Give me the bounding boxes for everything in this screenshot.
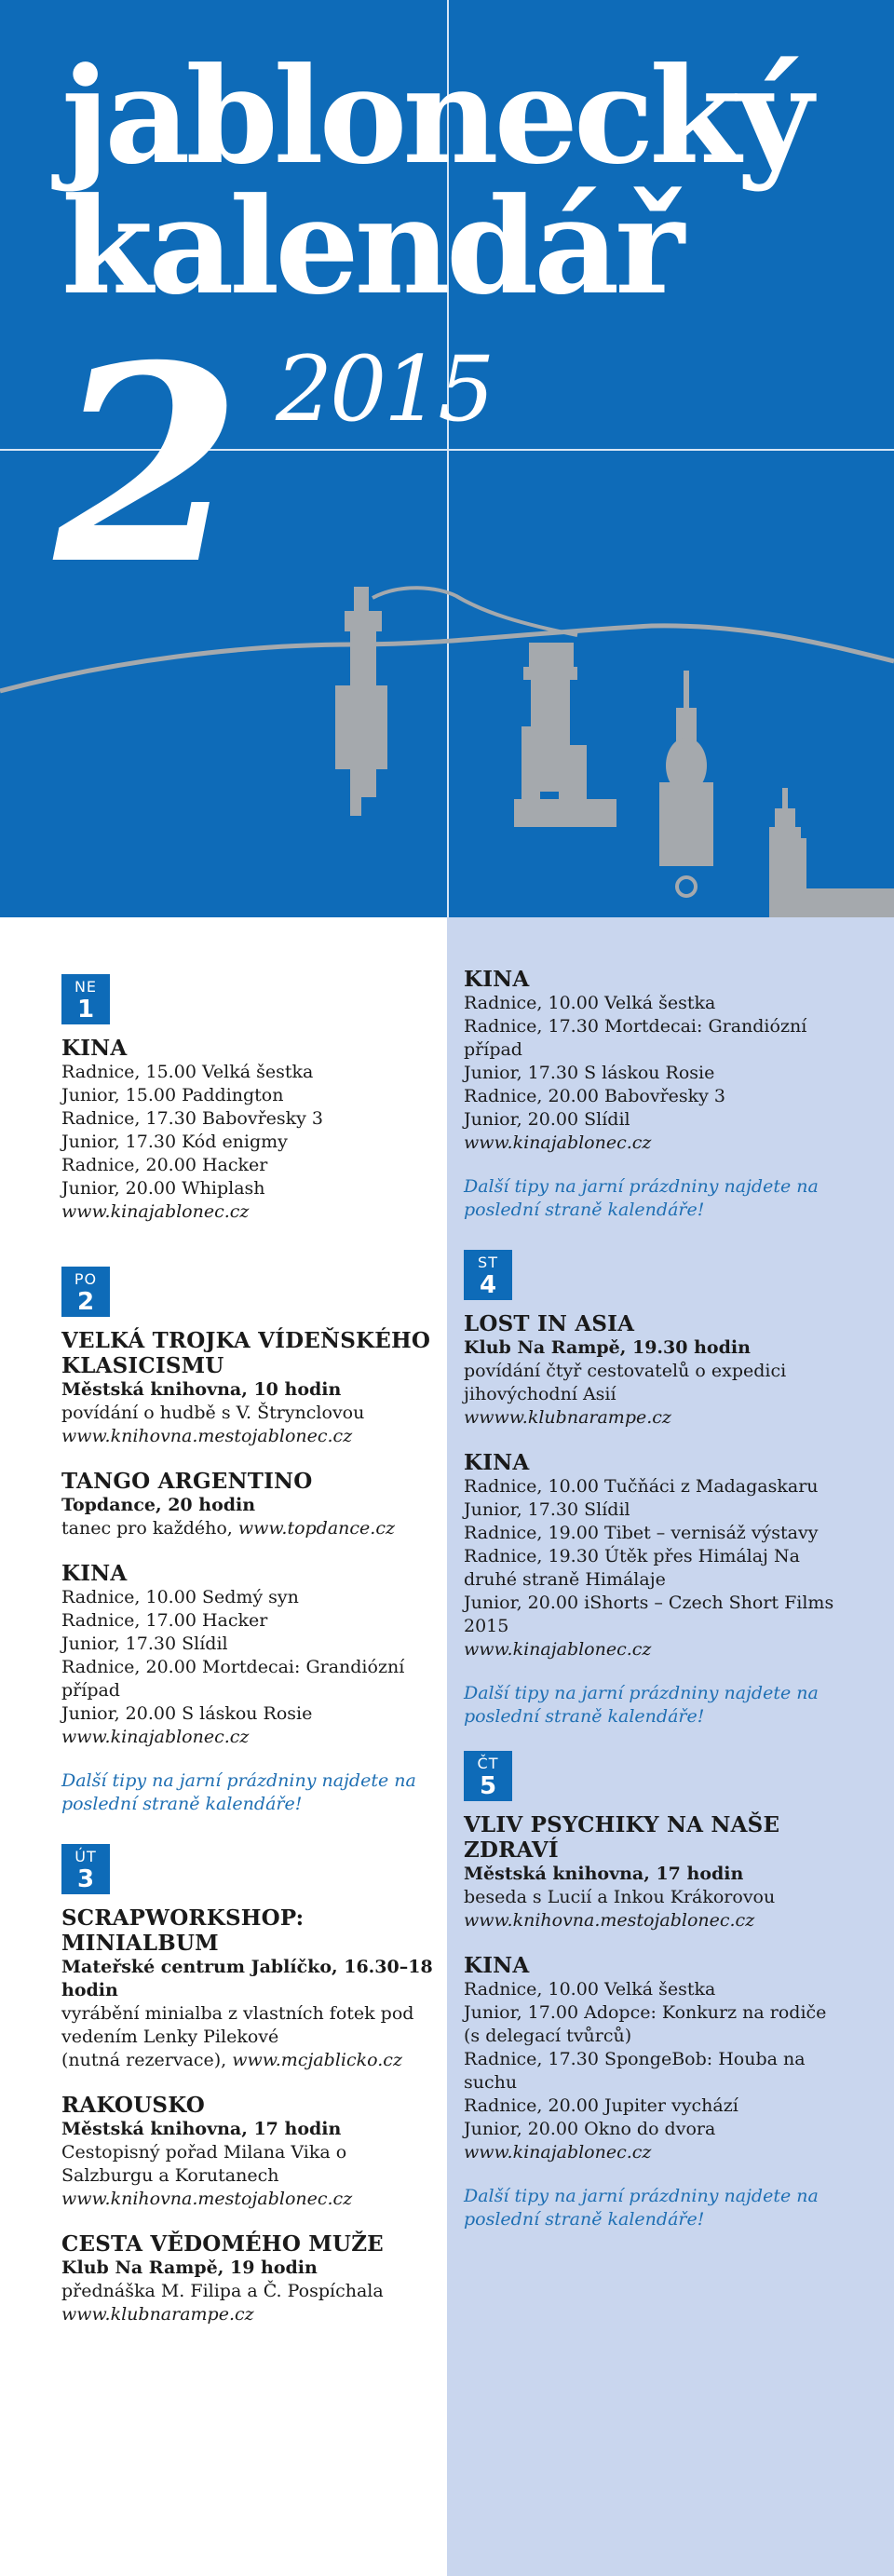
event-link[interactable]: www.knihovna.mestojablonec.cz — [61, 2189, 353, 2209]
day-number: 1 — [76, 996, 95, 1024]
event-line: Radnice, 20.00 Babovřesky 3 — [464, 1086, 726, 1106]
day-block — [61, 1267, 434, 1816]
event-link[interactable]: www.knihovna.mestojablonec.cz — [61, 1426, 353, 1446]
event — [61, 1036, 434, 1224]
event-line: Junior, 17.30 Kód enigmy — [61, 1132, 288, 1152]
event — [464, 1953, 836, 2164]
event-line: Radnice, 20.00 Hacker — [61, 1155, 268, 1175]
day-number: 5 — [479, 1772, 497, 1800]
month-number: 2 — [54, 307, 242, 624]
day-abbr: ÚT — [74, 1848, 97, 1865]
event-link[interactable]: www.mcjablicko.cz — [232, 2050, 402, 2070]
event-line: Junior, 17.30 Slídil — [464, 1499, 630, 1520]
day-block — [61, 1844, 434, 2326]
event-line: povídání o hudbě s V. Štrynclovou — [61, 1403, 365, 1423]
event-line: Radnice, 20.00 Mortdecai: Grandiózní případ — [61, 1657, 405, 1701]
holiday-tip: Další tipy na jarní prázdniny najdete na poslední straně kalendáře! — [61, 1770, 416, 1814]
event-line: Radnice, 10.00 Sedmý syn — [61, 1587, 299, 1607]
event-title: VLIV PSYCHIKY NA NAŠE ZDRAVÍ — [464, 1812, 780, 1863]
event-line: vyrábění minialba z vlastních fotek pod vedením Lenky Pilekové — [61, 2003, 414, 2047]
day-abbr: PO — [74, 1270, 98, 1288]
holiday-tip: Další tipy na jarní prázdniny najdete na poslední straně kalendáře! — [464, 1176, 819, 1220]
event-line: Junior, 20.00 iShorts – Czech Short Films 2015 — [464, 1593, 834, 1636]
event-line: Radnice, 10.00 Velká šestka — [464, 1979, 716, 2000]
event-title: KINA — [464, 967, 530, 992]
event — [61, 2093, 434, 2211]
day-abbr: ČT — [477, 1755, 499, 1772]
event-line: Junior, 20.00 S láskou Rosie — [61, 1703, 313, 1724]
day-number: 3 — [76, 1865, 95, 1893]
event-line: přednáška M. Filipa a Č. Pospíchala — [61, 2281, 384, 2301]
title-line-1: jablonecký — [61, 39, 809, 194]
event-line: Radnice, 10.00 Tučňáci z Madagaskaru — [464, 1476, 819, 1497]
event-line: Radnice, 15.00 Velká šestka — [61, 1062, 314, 1082]
event-text: (nutná rezervace), — [61, 2050, 233, 2070]
day-badge — [464, 1250, 512, 1300]
event-line: Radnice, 17.30 Babovřesky 3 — [61, 1108, 324, 1129]
event — [464, 1812, 836, 1932]
event-title: SCRAPWORKSHOP: MINIALBUM — [61, 1905, 305, 1956]
day-badge — [61, 1267, 110, 1317]
event-line: povídání čtyř cestovatelů o expedici jihovýchodní Asií — [464, 1361, 787, 1404]
event-title: KINA — [61, 1036, 128, 1061]
event-venue: Městská knihovna, 10 hodin — [61, 1379, 342, 1400]
day-block — [464, 1250, 836, 1729]
event-line: Radnice, 19.30 Útěk přes Himálaj Na druhé straně Himálaje — [464, 1546, 800, 1590]
event — [464, 1311, 836, 1430]
event-venue: Mateřské centrum Jablíčko, 16.30–18 hodin — [61, 1957, 433, 2000]
event — [61, 2231, 434, 2326]
event-link[interactable]: www.klubnarampe.cz — [61, 2304, 254, 2325]
event-venue: Městská knihovna, 17 hodin — [464, 1864, 744, 1884]
holiday-tip: Další tipy na jarní prázdniny najdete na poslední straně kalendáře! — [464, 1683, 819, 1727]
town-skyline-illustration — [0, 559, 894, 917]
event-line — [61, 2049, 434, 2072]
event — [61, 1561, 434, 1749]
holiday-tip: Další tipy na jarní prázdniny najdete na poslední straně kalendáře! — [464, 2186, 819, 2230]
event-line: Radnice, 20.00 Jupiter vychází — [464, 2095, 738, 2116]
event-line: Cestopisný pořad Milana Vika o Salzburgu a Korutanech — [61, 2142, 347, 2186]
event-link[interactable]: www.kinajablonec.cz — [61, 1727, 250, 1747]
event-venue: Klub Na Rampě, 19.30 hodin — [464, 1337, 751, 1358]
event-title: VELKÁ TROJKA VÍDEŇSKÉHO KLASICISMU — [61, 1328, 431, 1378]
event — [464, 967, 836, 1155]
event-link[interactable]: www.kinajablonec.cz — [464, 1132, 652, 1153]
day-number: 2 — [76, 1288, 95, 1316]
left-column — [61, 950, 434, 2347]
year-label: 2015 — [276, 337, 493, 441]
day-badge — [61, 1844, 110, 1894]
event-title: CESTA VĚDOMÉHO MUŽE — [61, 2231, 384, 2257]
calendar-header — [0, 0, 894, 917]
day-abbr: ST — [478, 1254, 498, 1271]
event-line: Radnice, 19.00 Tibet – vernisáž výstavy — [464, 1523, 819, 1543]
event-title: KINA — [464, 1953, 530, 1978]
event — [464, 1450, 836, 1661]
event-line: Junior, 20.00 Okno do dvora — [464, 2119, 716, 2139]
event-line: Radnice, 17.30 Mortdecai: Grandiózní případ — [464, 1016, 807, 1060]
event-venue: Topdance, 20 hodin — [61, 1495, 256, 1515]
event — [61, 1905, 434, 2072]
day-block — [464, 967, 836, 1222]
day-badge — [61, 974, 110, 1024]
event-title: KINA — [61, 1561, 128, 1586]
event-line: Junior, 20.00 Slídil — [464, 1109, 630, 1130]
event-venue: Městská knihovna, 17 hodin — [61, 2119, 342, 2139]
event-line: Junior, 17.00 Adopce: Konkurz na rodiče (s delegací tvůrců) — [464, 2002, 827, 2046]
event-title: KINA — [464, 1450, 530, 1475]
event-link[interactable]: www.kinajablonec.cz — [61, 1201, 250, 1222]
event-venue: Klub Na Rampě, 19 hodin — [61, 2257, 318, 2278]
event-line: Junior, 17.30 S láskou Rosie — [464, 1063, 715, 1083]
event-line: Radnice, 17.00 Hacker — [61, 1610, 268, 1631]
event-link[interactable]: www.knihovna.mestojablonec.cz — [464, 1910, 755, 1931]
event-line: Junior, 15.00 Paddington — [61, 1085, 284, 1105]
event — [61, 1328, 434, 1448]
event-line: Junior, 17.30 Slídil — [61, 1634, 228, 1654]
day-block — [464, 1751, 836, 2231]
event — [61, 1469, 434, 1540]
event-text: tanec pro každého, — [61, 1518, 238, 1539]
event-line: Radnice, 17.30 SpongeBob: Houba na suchu — [464, 2049, 806, 2093]
event-link[interactable]: www.topdance.cz — [237, 1518, 395, 1539]
right-column — [464, 950, 836, 2254]
event-title: LOST IN ASIA — [464, 1311, 635, 1336]
day-abbr: NE — [74, 978, 98, 996]
event-line: Radnice, 10.00 Velká šestka — [464, 993, 716, 1013]
day-badge — [464, 1751, 512, 1801]
event-title: RAKOUSKO — [61, 2093, 206, 2118]
event-line — [61, 1517, 434, 1540]
day-block — [61, 974, 434, 1224]
event-link[interactable]: wwww.klubnarampe.cz — [464, 1407, 671, 1428]
event-title: TANGO ARGENTINO — [61, 1469, 313, 1494]
event-link[interactable]: www.kinajablonec.cz — [464, 1639, 652, 1660]
event-link[interactable]: www.kinajablonec.cz — [464, 2142, 652, 2162]
day-number: 4 — [479, 1271, 497, 1299]
title-line-2: kalendář — [61, 169, 681, 324]
event-line: Junior, 20.00 Whiplash — [61, 1178, 265, 1199]
event-line: beseda s Lucií a Inkou Krákorovou — [464, 1887, 776, 1907]
